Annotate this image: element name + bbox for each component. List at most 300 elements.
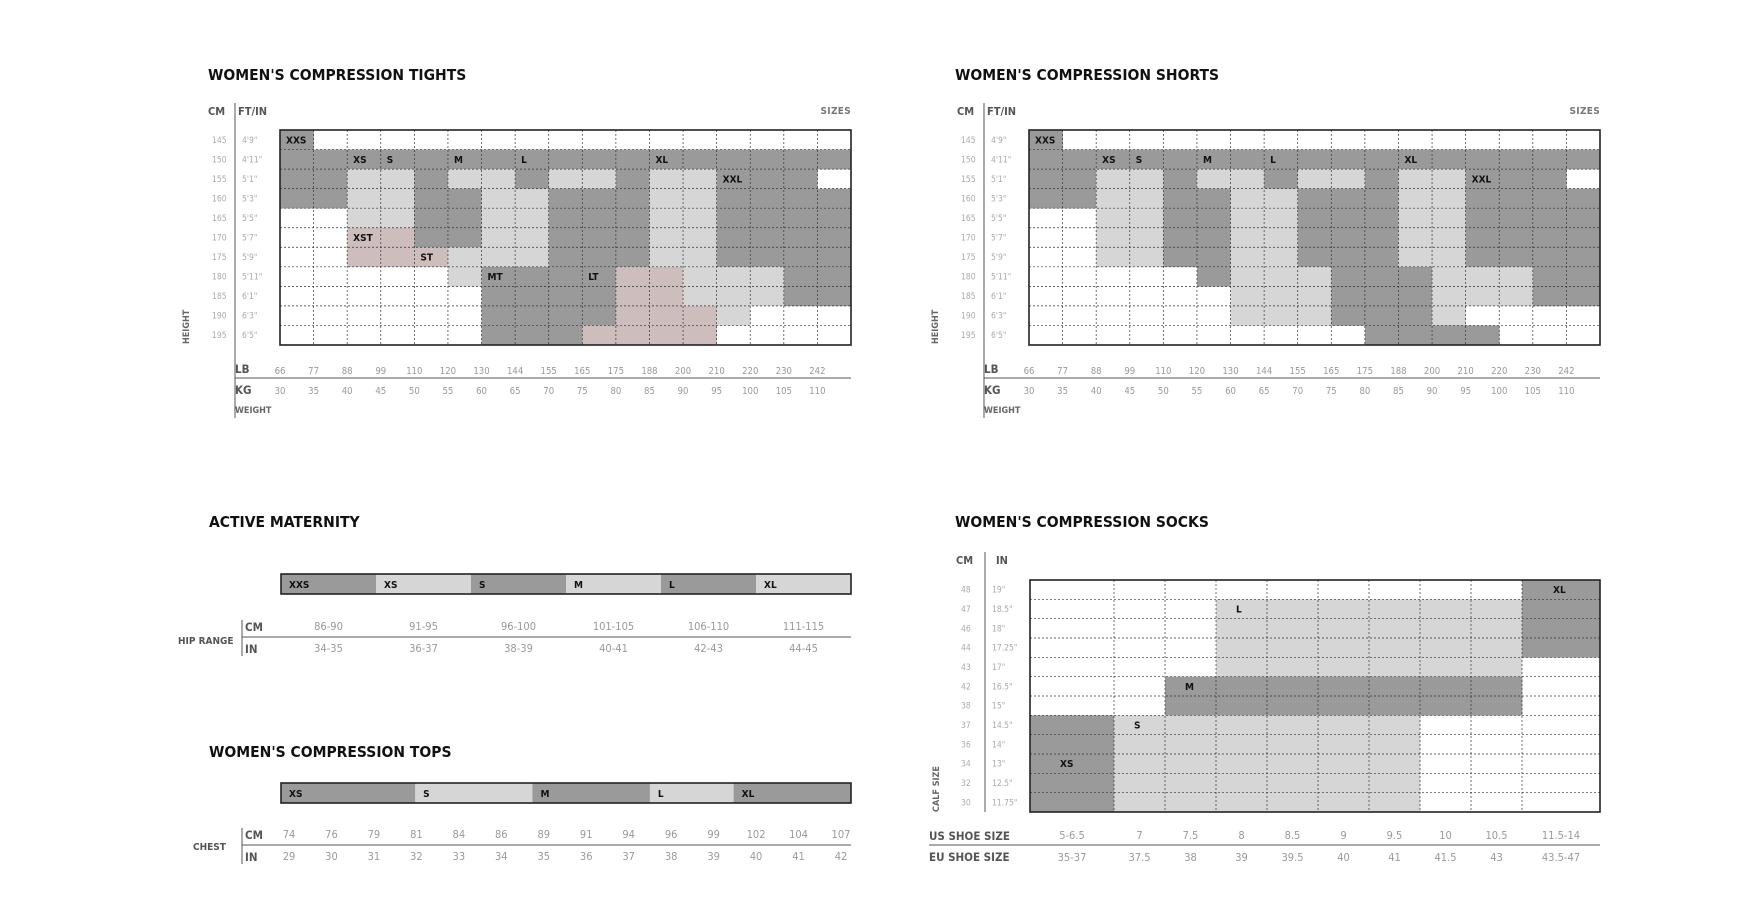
tights-height-ftin-tick: 5'7" <box>242 233 258 244</box>
socks-cell <box>1267 754 1318 774</box>
shorts-height-cm-tick: 150 <box>961 155 976 166</box>
tights-size-label: XXS <box>286 135 307 147</box>
tops-in-tick: 37 <box>622 850 635 863</box>
shorts-cell <box>1298 306 1332 326</box>
tights-cell <box>482 208 516 228</box>
shorts-cell <box>1231 169 1265 189</box>
shorts-cell <box>1466 267 1500 287</box>
socks-calf-in-tick: 14.5" <box>992 721 1013 731</box>
shorts-cm-header: CM <box>957 105 975 118</box>
tights-cell <box>717 306 751 326</box>
socks-cell <box>1216 735 1267 755</box>
socks-cell <box>1318 773 1369 793</box>
socks-cell <box>1030 793 1114 813</box>
shorts-cell <box>1466 208 1500 228</box>
tights-cell <box>280 150 314 170</box>
tops-cm-tick: 107 <box>831 828 851 841</box>
tights-cell <box>649 286 683 306</box>
shorts-kg-tick: 65 <box>1258 386 1270 397</box>
tights-cell <box>649 189 683 209</box>
socks-eu-size: 43 <box>1490 851 1503 864</box>
shorts-cell <box>1398 169 1432 189</box>
shorts-height-ftin-tick: 5'11" <box>991 272 1012 283</box>
tights-cell <box>784 150 818 170</box>
shorts-cell <box>1432 150 1466 170</box>
tops-in-tick: 42 <box>834 850 848 863</box>
tights-cell <box>750 247 784 267</box>
socks-calf-cm-tick: 42 <box>961 682 971 693</box>
shorts-cell <box>1331 208 1365 228</box>
tights-cell <box>784 228 818 248</box>
socks-cell <box>1369 735 1420 755</box>
tights-cell <box>582 228 616 248</box>
tights-kg-tick: 90 <box>677 386 689 397</box>
socks-cell <box>1114 754 1165 774</box>
tights-cell <box>314 169 348 189</box>
shorts-cell <box>1398 325 1432 345</box>
socks-size-label: XL <box>1553 585 1566 597</box>
tights-cell <box>381 228 415 248</box>
tights-cell <box>414 228 448 248</box>
shorts-height-cm-tick: 170 <box>961 233 976 244</box>
socks-cell <box>1318 657 1369 677</box>
tights-cell <box>381 247 415 267</box>
socks-calf-cm-tick: 34 <box>961 759 971 770</box>
shorts-cell <box>1197 267 1231 287</box>
shorts-height-ftin-tick: 4'11" <box>991 155 1012 166</box>
shorts-kg-label: KG <box>984 383 1001 397</box>
maternity-cm-range: 101-105 <box>592 620 635 633</box>
tights-cell <box>683 228 717 248</box>
tights-cell <box>347 189 381 209</box>
shorts-cell <box>1298 286 1332 306</box>
socks-cell <box>1267 677 1318 697</box>
shorts-cell <box>1298 267 1332 287</box>
tights-cell <box>515 189 549 209</box>
shorts-cell <box>1365 267 1399 287</box>
socks-calf-cm-tick: 47 <box>961 605 971 615</box>
shorts-lb-tick: 155 <box>1289 366 1306 377</box>
tights-lb-label: LB <box>235 362 250 376</box>
socks-cell <box>1369 638 1420 658</box>
tights-size-label: M <box>453 154 463 166</box>
shorts-cell <box>1197 189 1231 209</box>
tights-cell <box>750 228 784 248</box>
socks-cell <box>1216 677 1267 697</box>
tights-cell <box>683 150 717 170</box>
tops-in-tick: 35 <box>537 850 551 863</box>
shorts-cell <box>1331 189 1365 209</box>
shorts-lb-tick: 120 <box>1188 366 1206 377</box>
socks-cell <box>1216 638 1267 658</box>
socks-calf-cm-tick: 43 <box>961 663 971 673</box>
shorts-cell <box>1432 228 1466 248</box>
shorts-cell <box>1566 247 1600 267</box>
socks-cell <box>1471 657 1522 677</box>
shorts-cell <box>1466 228 1500 248</box>
shorts-height-cm-tick: 175 <box>961 253 976 264</box>
shorts-cell <box>1466 189 1500 209</box>
tops-in-tick: 31 <box>367 850 381 863</box>
tights-cell <box>717 267 751 287</box>
shorts-cell <box>1365 247 1399 267</box>
shorts-kg-tick: 105 <box>1524 386 1541 397</box>
tights-lb-tick: 200 <box>674 366 692 377</box>
tights-height-ftin-tick: 6'5" <box>242 331 258 342</box>
tights-cell <box>448 169 482 189</box>
socks-cell <box>1165 793 1216 813</box>
shorts-kg-tick: 40 <box>1090 386 1102 397</box>
socks-cell <box>1318 696 1369 716</box>
tights-cell <box>649 325 683 345</box>
maternity-size-label: L <box>669 580 675 591</box>
socks-calf-cm-tick: 46 <box>961 624 971 635</box>
shorts-cell <box>1365 169 1399 189</box>
shorts-cell <box>1365 208 1399 228</box>
shorts-lb-tick: 66 <box>1023 366 1035 377</box>
tights-cell <box>649 169 683 189</box>
shorts-cell <box>1533 208 1567 228</box>
tights-title: WOMEN'S COMPRESSION TIGHTS <box>208 66 467 84</box>
socks-cell <box>1165 696 1216 716</box>
socks-us-size: 5-6.5 <box>1059 829 1085 842</box>
socks-cell <box>1267 715 1318 735</box>
shorts-lb-tick: 88 <box>1090 366 1102 377</box>
tops-in-label: IN <box>245 850 258 864</box>
tights-lb-tick: 88 <box>341 366 353 377</box>
shorts-cell <box>1499 247 1533 267</box>
shorts-size-label: M <box>1202 154 1212 166</box>
socks-calf-cm-tick: 38 <box>961 701 971 712</box>
socks-calf-in-tick: 12.5" <box>992 779 1013 789</box>
tights-cell <box>616 247 650 267</box>
shorts-chart <box>931 66 1600 418</box>
tops-cm-tick: 96 <box>664 828 678 841</box>
shorts-cell <box>1365 286 1399 306</box>
tights-chart <box>182 66 851 418</box>
tights-cell <box>784 247 818 267</box>
tights-lb-tick: 130 <box>473 366 490 377</box>
maternity-cm-range: 111-115 <box>782 620 825 633</box>
tights-cell <box>347 247 381 267</box>
tights-cell <box>784 286 818 306</box>
tops-cm-tick: 81 <box>410 828 423 841</box>
shorts-cell <box>1331 228 1365 248</box>
tops-cm-tick: 89 <box>537 828 551 841</box>
shorts-kg-tick: 90 <box>1426 386 1438 397</box>
tights-lb-tick: 242 <box>809 366 826 377</box>
shorts-cell <box>1096 208 1130 228</box>
shorts-height-cm-tick: 180 <box>961 272 976 283</box>
shorts-cell <box>1533 247 1567 267</box>
tights-cell <box>784 267 818 287</box>
socks-cell <box>1369 773 1420 793</box>
tops-cm-tick: 79 <box>367 828 381 841</box>
shorts-cell <box>1163 189 1197 209</box>
tights-size-label: ST <box>420 252 433 264</box>
tights-cell <box>616 208 650 228</box>
shorts-cell <box>1298 150 1332 170</box>
socks-us-size: 10 <box>1439 829 1452 842</box>
shorts-cell <box>1499 150 1533 170</box>
tights-height-cm-tick: 190 <box>212 311 227 322</box>
tights-height-cm-tick: 185 <box>212 292 227 303</box>
socks-calf-cm-tick: 37 <box>961 721 971 731</box>
socks-cell <box>1420 599 1471 619</box>
shorts-cell <box>1331 169 1365 189</box>
socks-cell <box>1369 599 1420 619</box>
tights-cell <box>582 247 616 267</box>
shorts-cell <box>1365 228 1399 248</box>
shorts-cell <box>1533 150 1567 170</box>
socks-cell <box>1471 677 1522 697</box>
maternity-in-range: 44-45 <box>789 642 818 655</box>
maternity-cm-label: CM <box>245 620 263 634</box>
shorts-cell <box>1566 286 1600 306</box>
tights-kg-tick: 75 <box>576 386 588 397</box>
tights-height-cm-tick: 180 <box>212 272 227 283</box>
shorts-cell <box>1130 169 1164 189</box>
tights-weight-label: WEIGHT <box>235 406 272 416</box>
socks-size-label: S <box>1134 720 1141 732</box>
socks-cell <box>1369 715 1420 735</box>
shorts-cell <box>1130 189 1164 209</box>
socks-cell <box>1267 735 1318 755</box>
socks-cell <box>1030 735 1114 755</box>
shorts-cell <box>1163 169 1197 189</box>
maternity-in-range: 36-37 <box>409 642 438 655</box>
shorts-lb-tick: 99 <box>1124 366 1136 377</box>
tights-cell <box>616 267 650 287</box>
tights-cell <box>549 286 583 306</box>
shorts-cell <box>1499 286 1533 306</box>
socks-calf-in-tick: 13" <box>992 759 1006 770</box>
shorts-cell <box>1365 150 1399 170</box>
shorts-lb-tick: 210 <box>1457 366 1474 377</box>
tops-size-label: XS <box>289 789 303 800</box>
tights-cell <box>649 228 683 248</box>
shorts-cell <box>1130 247 1164 267</box>
shorts-size-label: S <box>1135 154 1143 166</box>
shorts-kg-tick: 100 <box>1491 386 1508 397</box>
tights-cell <box>649 306 683 326</box>
tights-cell <box>515 228 549 248</box>
shorts-cell <box>1231 267 1265 287</box>
socks-cell <box>1369 696 1420 716</box>
tights-size-label: XST <box>353 233 373 244</box>
socks-calf-cm-tick: 32 <box>961 779 971 789</box>
tights-kg-tick: 65 <box>509 386 521 397</box>
tights-cell <box>482 150 516 170</box>
tights-kg-tick: 55 <box>442 386 454 397</box>
shorts-lb-label: LB <box>984 362 999 376</box>
tights-cell <box>649 267 683 287</box>
shorts-cell <box>1029 150 1063 170</box>
tights-cell <box>717 189 751 209</box>
shorts-cell <box>1331 306 1365 326</box>
tights-cell <box>448 267 482 287</box>
socks-cell <box>1369 754 1420 774</box>
shorts-size-label: XXL <box>1471 174 1492 186</box>
tops-size-segment <box>415 783 533 803</box>
tops-in-tick: 41 <box>792 850 805 863</box>
shorts-cell <box>1499 228 1533 248</box>
shorts-cell <box>1533 189 1567 209</box>
tights-ftin-header: FT/IN <box>238 105 268 118</box>
shorts-cell <box>1231 286 1265 306</box>
tights-cm-header: CM <box>208 105 226 118</box>
socks-cell <box>1471 696 1522 716</box>
shorts-cell <box>1063 150 1097 170</box>
tights-cell <box>582 169 616 189</box>
shorts-cell <box>1130 208 1164 228</box>
tights-height-cm-tick: 160 <box>212 194 227 205</box>
shorts-cell <box>1264 208 1298 228</box>
socks-cell <box>1216 754 1267 774</box>
socks-cell <box>1267 638 1318 658</box>
socks-calf-size-label: CALF SIZE <box>932 766 942 812</box>
shorts-size-label: XS <box>1102 154 1116 166</box>
maternity-in-range: 40-41 <box>599 642 628 655</box>
socks-us-size: 8 <box>1238 829 1245 842</box>
tights-cell <box>616 306 650 326</box>
tights-lb-tick: 120 <box>439 366 457 377</box>
socks-cell <box>1216 793 1267 813</box>
shorts-cell <box>1499 169 1533 189</box>
tops-cm-tick: 99 <box>707 828 720 841</box>
tights-cell <box>750 169 784 189</box>
maternity-cm-range: 96-100 <box>500 620 537 633</box>
tights-size-label: LT <box>588 272 599 284</box>
socks-size-label: L <box>1236 604 1242 616</box>
socks-cell <box>1030 773 1114 793</box>
socks-calf-cm-tick: 36 <box>961 740 971 751</box>
tights-cell <box>817 267 851 287</box>
socks-in-header: IN <box>996 554 1008 567</box>
socks-cell <box>1369 619 1420 639</box>
shorts-kg-tick: 80 <box>1359 386 1371 397</box>
tops-cm-tick: 84 <box>452 828 466 841</box>
socks-calf-in-tick: 16.5" <box>992 682 1013 693</box>
tights-cell <box>683 325 717 345</box>
socks-cell <box>1318 599 1369 619</box>
shorts-cell <box>1096 247 1130 267</box>
socks-cell <box>1114 773 1165 793</box>
shorts-lb-tick: 242 <box>1558 366 1575 377</box>
socks-eu-size: 37.5 <box>1128 851 1151 864</box>
tops-chart <box>193 743 851 864</box>
tops-cm-label: CM <box>245 828 263 842</box>
shorts-lb-tick: 220 <box>1491 366 1508 377</box>
shorts-height-ftin-tick: 5'7" <box>991 233 1007 244</box>
maternity-in-range: 38-39 <box>504 642 533 655</box>
tights-cell <box>817 208 851 228</box>
tights-cell <box>683 208 717 228</box>
shorts-cell <box>1533 267 1567 287</box>
shorts-kg-tick: 110 <box>1558 386 1575 397</box>
tops-cm-tick: 86 <box>495 828 508 841</box>
maternity-size-label: XL <box>764 580 777 591</box>
shorts-title: WOMEN'S COMPRESSION SHORTS <box>955 66 1220 84</box>
tights-cell <box>817 189 851 209</box>
shorts-cell <box>1466 150 1500 170</box>
socks-eu-size: 39 <box>1235 851 1248 864</box>
tights-kg-tick: 50 <box>408 386 420 397</box>
tights-cell <box>616 325 650 345</box>
shorts-height-cm-tick: 145 <box>961 135 976 146</box>
socks-cell <box>1216 773 1267 793</box>
shorts-height-ftin-tick: 4'9" <box>991 135 1007 146</box>
tights-size-label: L <box>521 154 527 166</box>
shorts-cell <box>1398 208 1432 228</box>
shorts-cell <box>1398 228 1432 248</box>
shorts-cell <box>1231 228 1265 248</box>
shorts-cell <box>1432 189 1466 209</box>
shorts-cell <box>1231 189 1265 209</box>
tights-cell <box>549 306 583 326</box>
socks-us-size: 10.5 <box>1485 829 1508 842</box>
shorts-kg-tick: 85 <box>1393 386 1404 397</box>
shorts-cell <box>1264 286 1298 306</box>
tights-cell <box>381 189 415 209</box>
tights-height-ftin-tick: 5'1" <box>242 174 258 185</box>
shorts-height-cm-tick: 195 <box>961 331 976 342</box>
shorts-cell <box>1298 247 1332 267</box>
tights-kg-tick: 60 <box>476 386 487 397</box>
shorts-cell <box>1063 189 1097 209</box>
tights-cell <box>515 267 549 287</box>
shorts-lb-tick: 165 <box>1323 366 1340 377</box>
shorts-height-cm-tick: 165 <box>961 213 976 224</box>
shorts-cell <box>1566 208 1600 228</box>
maternity-size-label: XS <box>384 580 398 591</box>
socks-cell <box>1471 619 1522 639</box>
shorts-cell <box>1029 189 1063 209</box>
tights-cell <box>616 228 650 248</box>
tops-title: WOMEN'S COMPRESSION TOPS <box>209 743 452 761</box>
shorts-cell <box>1264 228 1298 248</box>
shorts-cell <box>1331 286 1365 306</box>
tights-height-ftin-tick: 5'3" <box>242 194 258 205</box>
shorts-size-label: XL <box>1404 154 1418 166</box>
socks-cell <box>1216 657 1267 677</box>
shorts-cell <box>1231 306 1265 326</box>
shorts-kg-tick: 75 <box>1325 386 1337 397</box>
socks-cell <box>1267 657 1318 677</box>
shorts-sizes-label: SIZES <box>1569 106 1600 117</box>
shorts-kg-tick: 95 <box>1460 386 1472 397</box>
tights-cell <box>817 150 851 170</box>
tights-cell <box>616 150 650 170</box>
tops-in-tick: 39 <box>707 850 720 863</box>
socks-calf-in-tick: 14" <box>992 740 1006 751</box>
maternity-hip-range-label: HIP RANGE <box>178 636 234 647</box>
tights-cell <box>482 189 516 209</box>
tights-kg-tick: 40 <box>341 386 353 397</box>
tights-cell <box>482 286 516 306</box>
tights-height-label: HEIGHT <box>182 309 192 344</box>
socks-cell <box>1522 619 1600 639</box>
shorts-cell <box>1466 247 1500 267</box>
socks-chart <box>929 513 1600 864</box>
socks-calf-cm-tick: 48 <box>961 585 971 596</box>
tights-height-ftin-tick: 4'11" <box>242 155 263 166</box>
tights-height-ftin-tick: 6'3" <box>242 311 258 322</box>
tights-cell <box>549 208 583 228</box>
tights-cell <box>448 228 482 248</box>
tights-cell <box>482 306 516 326</box>
tops-in-tick: 32 <box>410 850 423 863</box>
